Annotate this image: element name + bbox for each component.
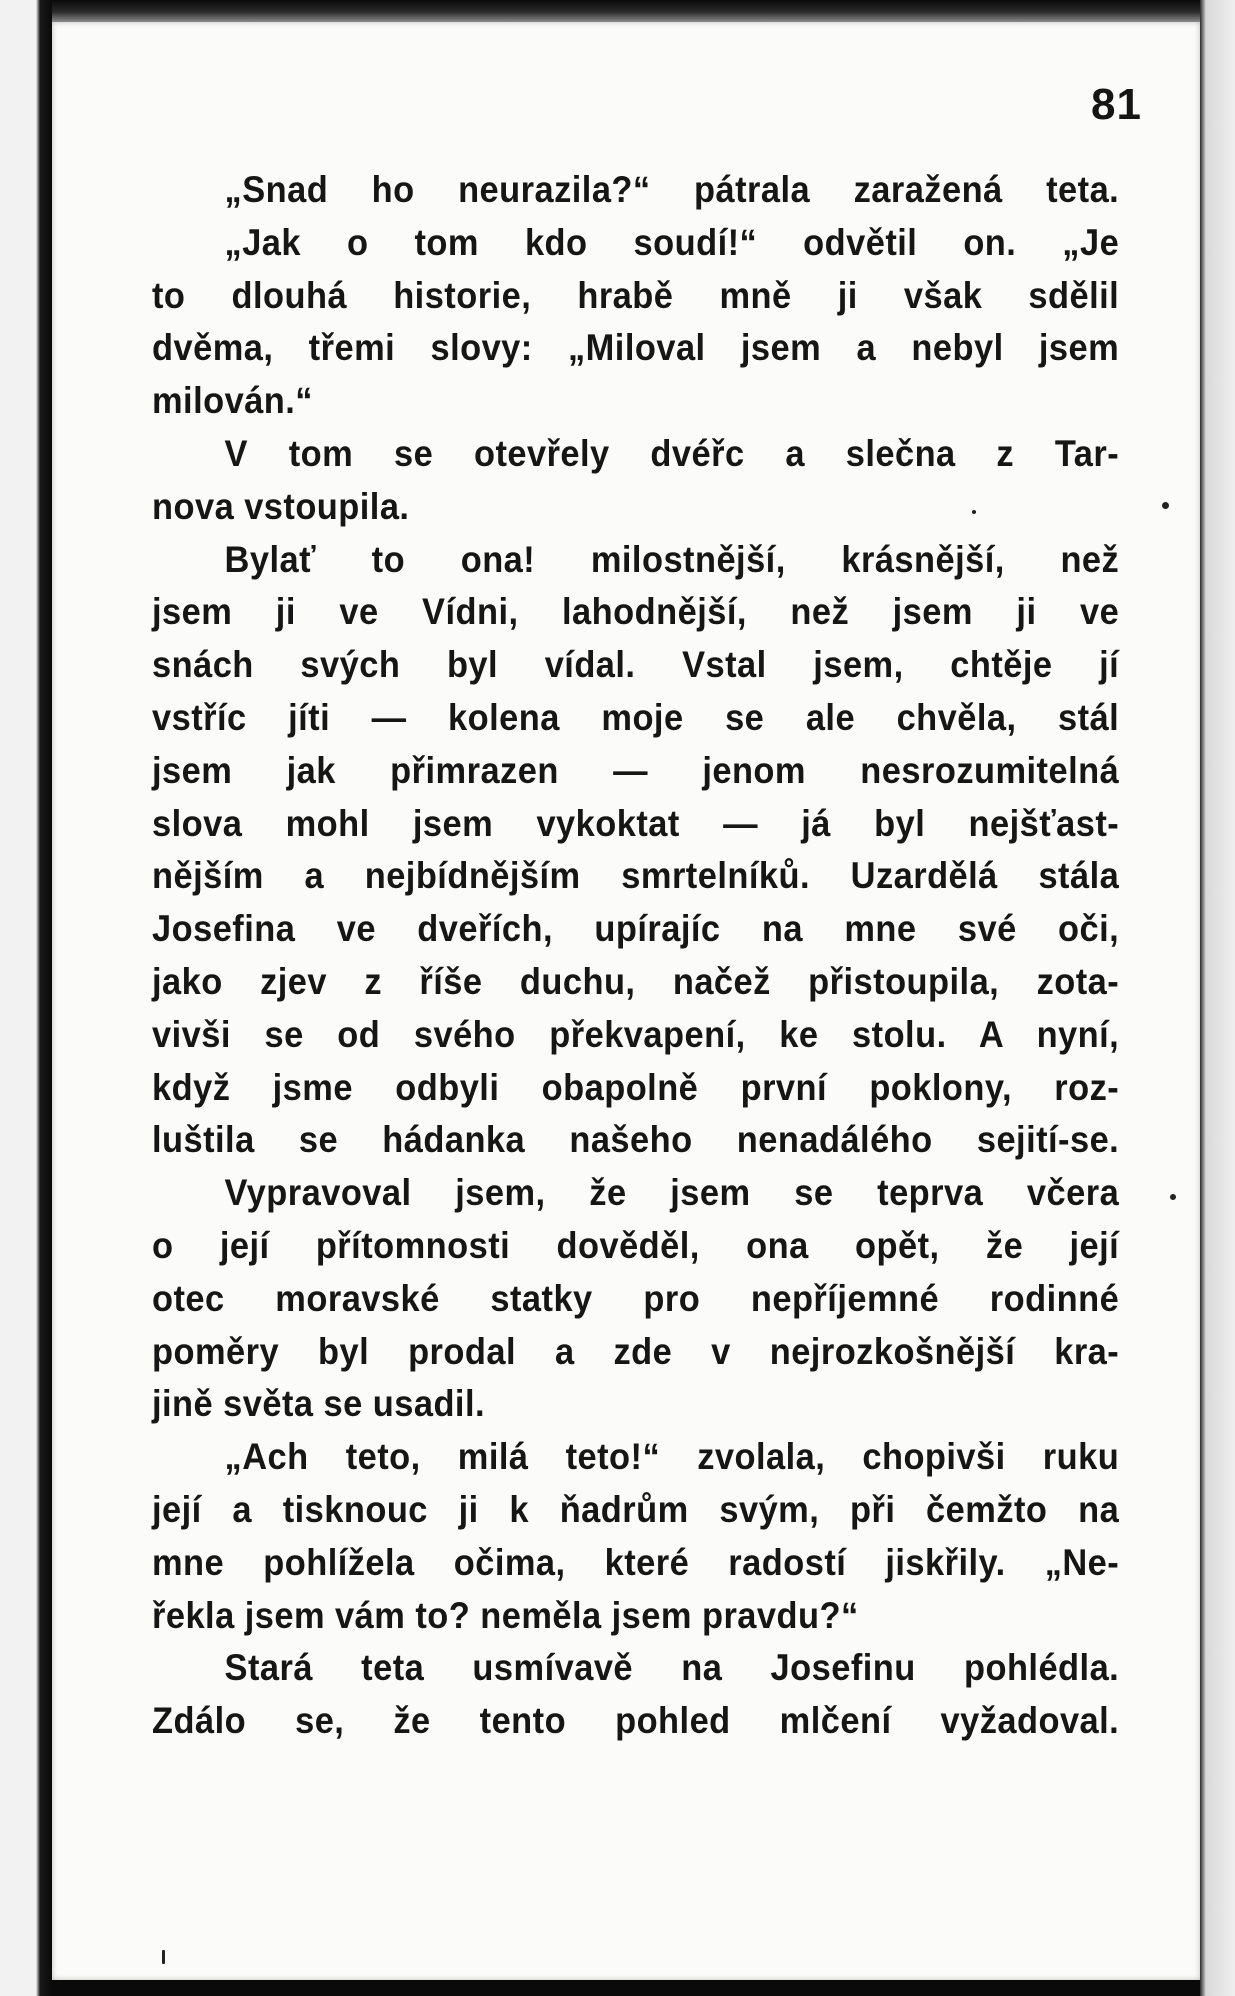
text-line: Stará teta usmívavě na Josefinu pohlédla. <box>224 1647 1120 1689</box>
text-line: nova vstoupila. <box>152 485 410 527</box>
text-line: o její přítomnosti dověděl, ona opět, že její <box>152 1224 1120 1266</box>
top-scan-edge <box>52 0 1200 22</box>
page-number: 81 <box>1091 80 1142 129</box>
text-line: milován.“ <box>152 380 313 422</box>
text-line: luštila se hádanka našeho nenadálého sejití-se. <box>152 1119 1120 1161</box>
text-line: jině světa se usadil. <box>152 1383 485 1425</box>
text-line: poměry byl prodal a zde v nejrozkošnější kra- <box>152 1330 1120 1372</box>
text-line: jsem jak přimrazen — jenom nesrozumitelná <box>152 749 1120 791</box>
text-line: její a tisknouc ji k ňadrům svým, při čemžto na <box>152 1488 1120 1530</box>
paper-speck <box>1170 1194 1176 1200</box>
text-line: dvěma, třemi slovy: „Miloval jsem a nebyl jsem <box>152 327 1120 369</box>
text-line: Bylať to ona! milostnější, krásnější, než <box>224 538 1120 580</box>
paper-speck <box>1162 502 1169 509</box>
text-line: jako zjev z říše duchu, načež přistoupila, zota- <box>152 960 1120 1002</box>
text-line: V tom se otevřely dvéřc a slečna z Tar- <box>224 432 1120 474</box>
text-line: mne pohlížela očima, které radostí jiskřily. „Ne- <box>152 1541 1120 1583</box>
text-line: „Snad ho neurazila?“ pátrala zaražená teta. <box>224 169 1120 210</box>
book-page <box>52 22 1200 1980</box>
text-line: Josefina ve dveřích, upírajíc na mne své oči, <box>152 908 1120 950</box>
right-scan-edge <box>1200 0 1235 1996</box>
text-line: „Ach teto, milá teto!“ zvolala, chopivši ruku <box>224 1436 1120 1478</box>
left-binding-edge <box>0 0 52 1996</box>
paper-speck <box>972 510 976 514</box>
text-line: když jsme odbyli obapolně první poklony, roz- <box>152 1066 1120 1108</box>
text-line: vivši se od svého překvapení, ke stolu. A nyní, <box>152 1013 1120 1055</box>
text-line: nějším a nejbídnějším smrtelníků. Uzardělá stála <box>152 855 1120 897</box>
text-line: otec moravské statky pro nepříjemné rodinné <box>152 1277 1120 1319</box>
text-line: to dlouhá historie, hrabě mně ji však sdělil <box>152 274 1120 316</box>
text-line: Zdálo se, že tento pohled mlčení vyžadoval. <box>152 1700 1120 1742</box>
text-line: snách svých byl vídal. Vstal jsem, chtěje jí <box>152 644 1120 686</box>
text-line: Vypravoval jsem, že jsem se teprva včera <box>224 1172 1120 1214</box>
text-line: vstříc jíti — kolena moje se ale chvěla, stál <box>152 696 1120 738</box>
paper-speck <box>162 1950 165 1964</box>
text-line: „Jak o tom kdo soudí!“ odvětil on. „Je <box>224 221 1120 263</box>
text-line: slova mohl jsem vykoktat — já byl nejšťast- <box>152 802 1120 844</box>
text-line: jsem ji ve Vídni, lahodnější, než jsem ji ve <box>152 591 1120 633</box>
body-text <box>152 164 1120 1748</box>
text-line: řekla jsem vám to? neměla jsem pravdu?“ <box>152 1594 859 1636</box>
